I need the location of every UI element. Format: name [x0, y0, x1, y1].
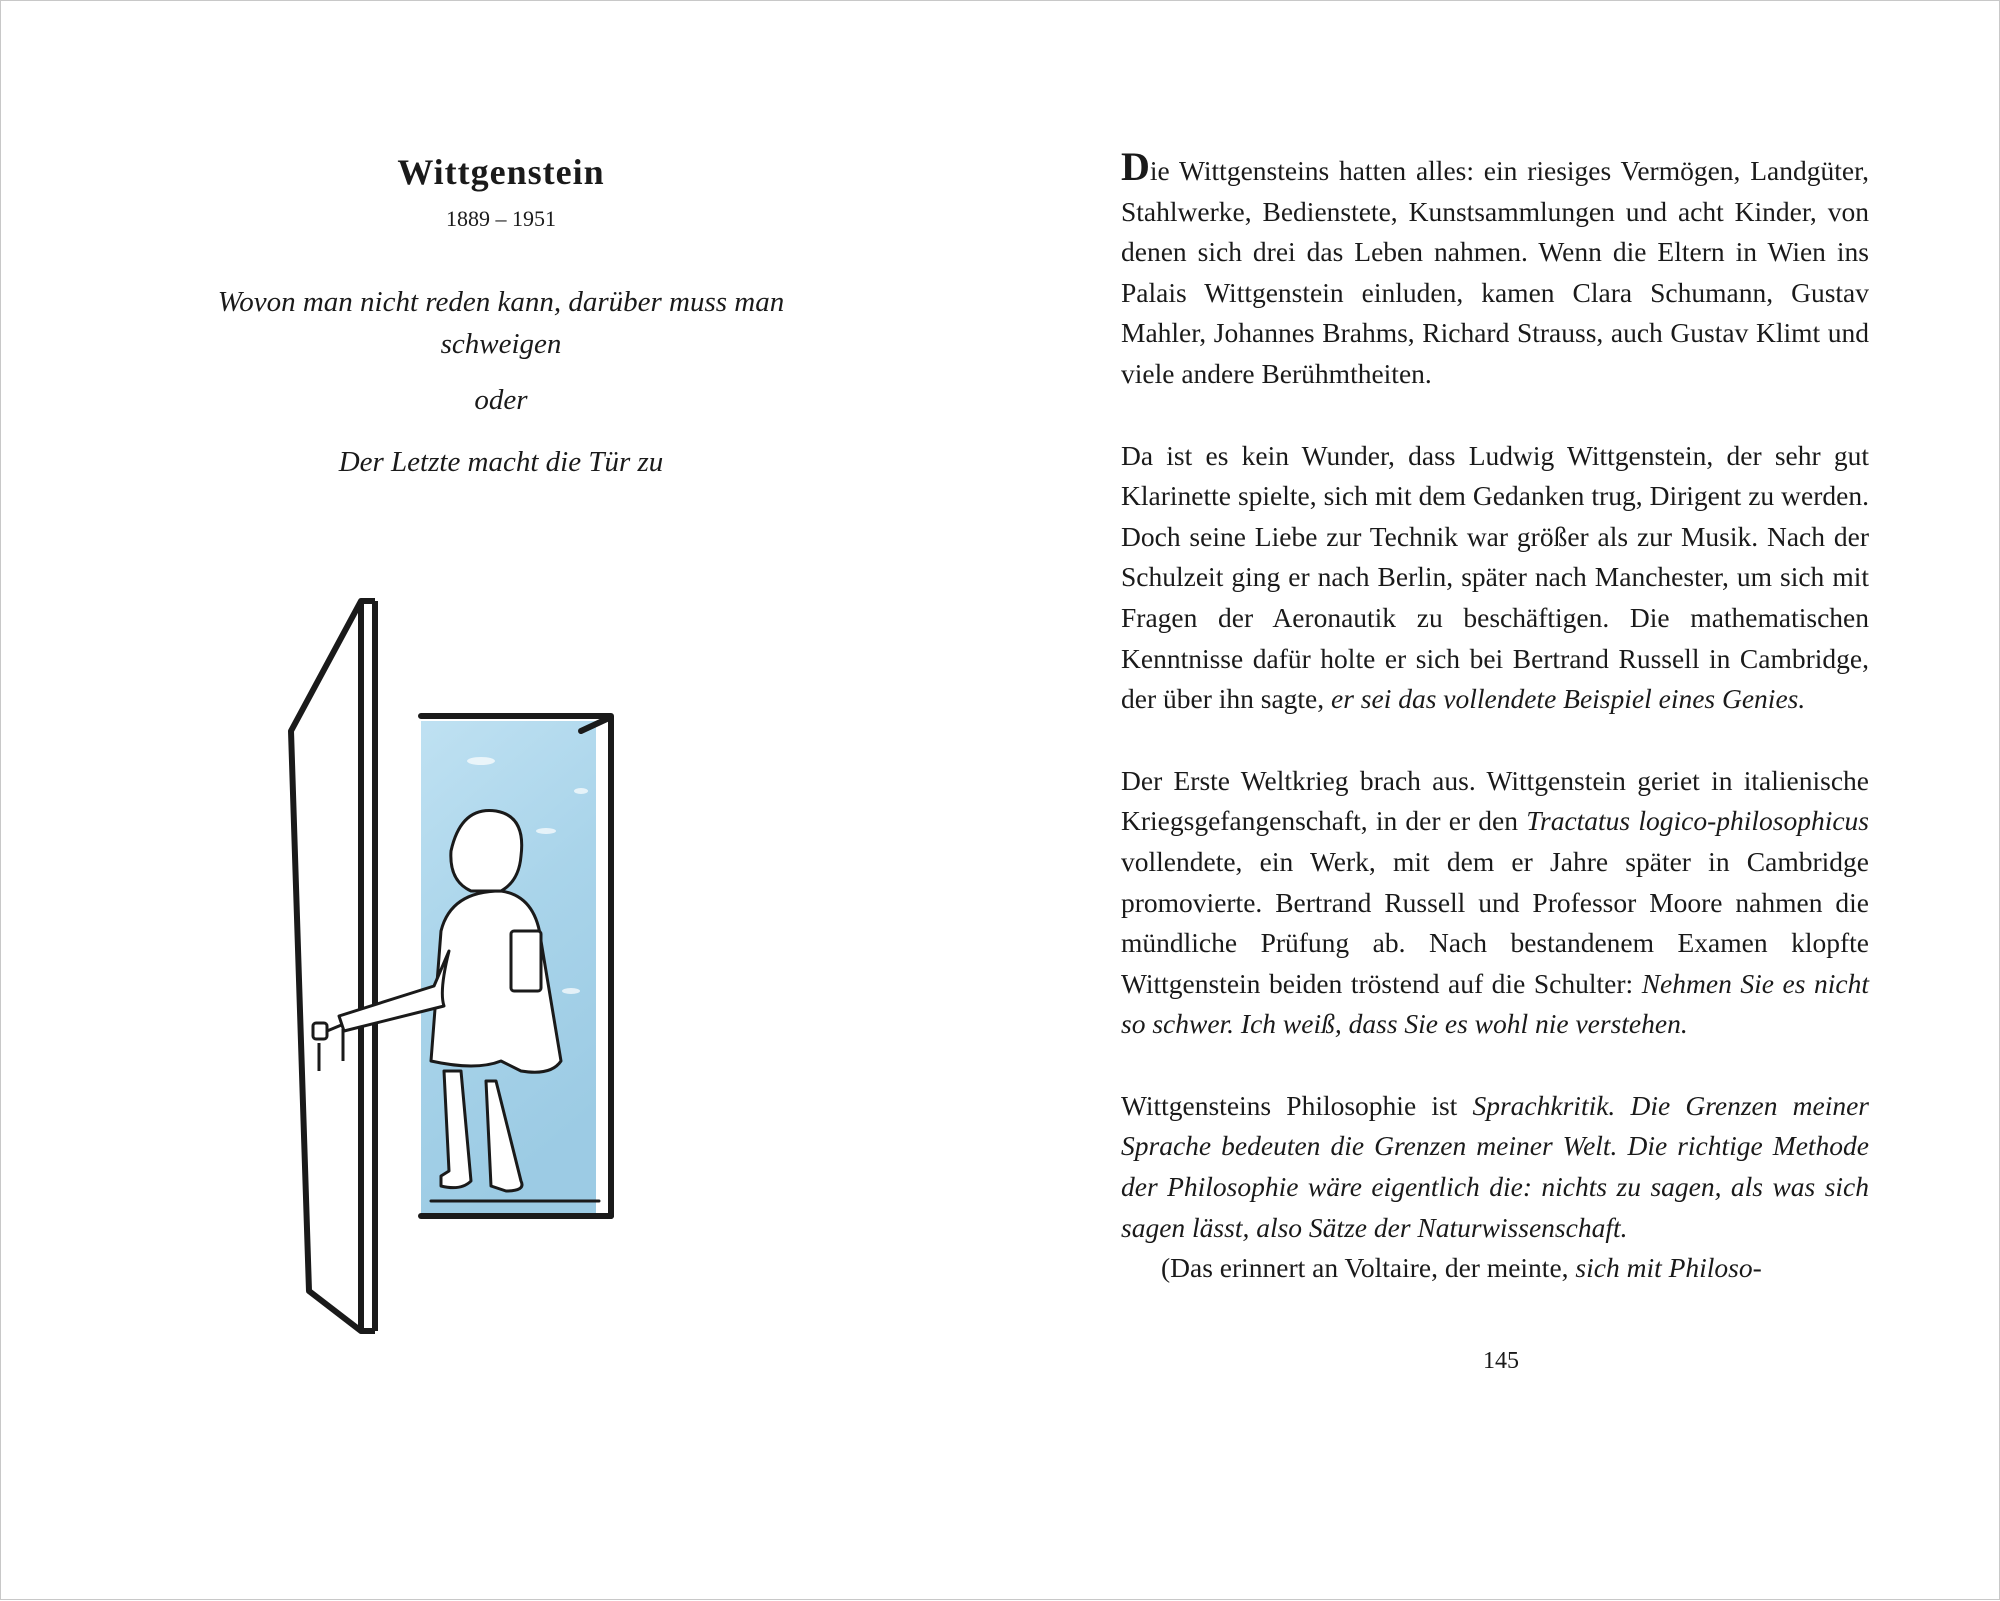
paragraph-text: ie Wittgensteins hatten alles: ein riesiges Vermögen, Landgüter, Stahlwerke, Bedienstete, Kunstsammlungen und acht Kinder, von denen sich drei das Leben nahmen. Wenn die Eltern in Wien ins Palais Wittgenstein einluden, kamen Clara Schumann, Gustav Mahler, Johannes Brahms, Richard Strauss, auch Gustav Klimt und viele andere Berühmtheiten.: [1121, 155, 1869, 389]
drop-cap: D: [1121, 144, 1150, 189]
chapter-dates: 1889 – 1951: [446, 206, 556, 231]
paragraph: [1121, 144, 1869, 395]
body-text: [1121, 144, 1870, 1289]
motto-subtitle: Der Letzte macht die Tür zu: [338, 446, 664, 478]
left-page: [1, 1, 1001, 1601]
paragraph-text: Der Erste Weltkrieg brach aus. Wittgenstein geriet in italienische Kriegsgefangenschaft, in der er den: [1121, 764, 1869, 837]
open-door: [291, 601, 375, 1331]
chapter-title: Wittgenstein: [397, 152, 605, 192]
paragraph: [1121, 436, 1869, 720]
paragraph: [1121, 761, 1869, 1045]
italic-quote: er sei das vollendete Beispiel eines Genies.: [1331, 683, 1806, 715]
door-illustration: [281, 591, 721, 1351]
italic-quote: Sprachkritik. Die Grenzen meiner Sprache bedeuten die Grenzen meiner Welt. Die richtige Methode der Philosophie wäre eigentlich die: nichts zu sagen, als was sich sagen lässt, also Sätze der Naturwissenschaft.: [1121, 1089, 1870, 1243]
page-number: 145: [1483, 1348, 1519, 1374]
paragraph-text: Da ist es kein Wunder, dass Ludwig Wittgenstein, der sehr gut Klarinette spielte, sich mit dem Gedanken trug, Dirigent zu werden. Doch seine Liebe zur Technik war größer als zur Musik. Nach der Schulzeit ging er nach Berlin, später nach Manchester, um sich mit Fragen der Aeronautik zu beschäftigen. Die mathematischen Kenntnisse dafür holte er sich bei Bertrand Russell in Cambridge, der über ihn sagte,: [1121, 439, 1869, 715]
motto-quote: Wovon man nicht reden kann, darüber muss man schweigen: [217, 286, 785, 360]
italic-quote: Nehmen Sie es nicht so schwer. Ich weiß, dass Sie es wohl nie verstehen.: [1121, 967, 1869, 1040]
italic-quote: sich mit Philoso-: [1575, 1252, 1762, 1284]
paragraph-text: (Das erinnert an Voltaire, der meinte,: [1161, 1252, 1569, 1284]
paragraph: [1121, 1086, 1869, 1248]
paragraph-text: vollendete, ein Werk, mit dem er Jahre später in Cambridge promovierte. Bertrand Russell und Professor Moore nahmen die mündliche Prüfung ab. Nach bestandenem Examen klopfte Wittgenstein beiden tröstend auf die Schulter:: [1121, 845, 1869, 999]
motto-or: oder: [474, 384, 528, 416]
book-title: Tractatus logico-philosophicus: [1526, 805, 1870, 837]
paragraph: [1121, 1248, 1869, 1289]
paragraph-text: Wittgensteins Philosophie ist: [1121, 1089, 1458, 1121]
right-page: [1001, 1, 2000, 1601]
